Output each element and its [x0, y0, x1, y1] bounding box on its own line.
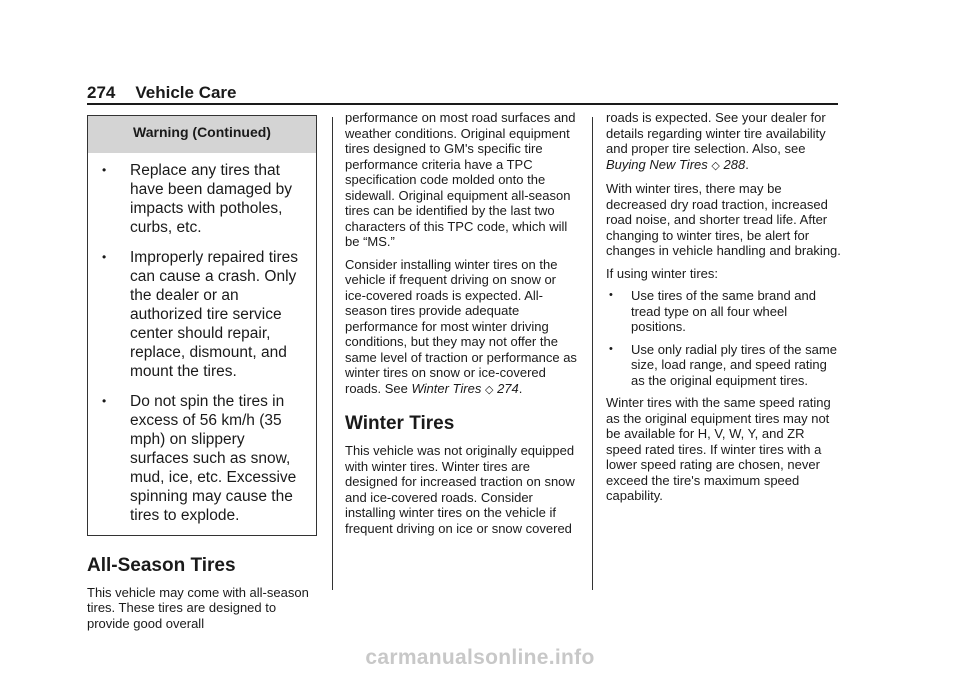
list-item [606, 288, 842, 335]
warning-list [88, 153, 316, 535]
winter-paragraph-4: Winter tires with the same speed rating as the original equipment tires may not be available for H, V, W, Y, and ZR speed rated tires. If winter tires with a lower speed rating are chosen, never exceed the tire's maximum speed capability. [606, 395, 831, 503]
page-reference-number[interactable]: 274 [497, 380, 519, 396]
paragraph-end: . [518, 380, 523, 396]
page-title: Vehicle Care [135, 83, 237, 102]
winter-paragraph-2: With winter tires, there may be decreased dry road traction, increased road noise, and shorter tread life. After changing to winter tires, be alert for changes in vehicle handling and braking. [606, 181, 841, 258]
winter-tires-link[interactable]: Winter Tires [411, 380, 482, 396]
page-reference-icon: ◇ [484, 383, 494, 396]
warning-item [100, 392, 306, 525]
bullet-icon: • [609, 342, 613, 355]
winter-paragraph-continued [606, 110, 842, 174]
column-1 [87, 112, 319, 638]
winter-paragraph-3: If using winter tires: [606, 265, 718, 281]
page-header [87, 83, 837, 103]
list-item-text: Use only radial ply tires of the same size, load range, and speed rating as the original equipment tires. [631, 341, 837, 388]
warning-title: Warning (Continued) [88, 116, 316, 153]
page-number: 274 [87, 83, 116, 102]
column-divider [592, 117, 593, 590]
warning-item [100, 248, 306, 381]
all-season-paragraph-continued: performance on most road surfaces and weather conditions. Original equipment tires designed to GM's specific tire performance criteria have a TPC specification code molded onto the sidewall. Original equipment all-season tires can be identified by the last two characters of this TPC code, which will be “MS.” [345, 110, 576, 249]
warning-item [100, 161, 306, 237]
column-divider [332, 117, 333, 590]
page-reference-number[interactable]: 288 [723, 156, 746, 172]
bullet-icon: • [102, 162, 107, 177]
paragraph-text: Consider installing winter tires on the vehicle if frequent driving on snow or ice-covered roads is expected. All-season tires provide adequate performance for most winter driving conditions, but they may not offer the same level of traction or performance as winter tires on snow or ice-covered roads. See [345, 256, 577, 396]
warning-box [87, 115, 317, 536]
column-2 [345, 110, 577, 543]
paragraph-end: . [745, 156, 749, 172]
paragraph-text: roads is expected. See your dealer for details regarding winter tire availability and proper tire selection. Also, see [606, 110, 826, 156]
warning-item-text: Do not spin the tires in excess of 56 km/h (35 mph) on slippery surfaces such as snow, mud, ice, etc. Excessive spinning may cause the tires to explode. [130, 392, 297, 524]
column-3 [606, 110, 842, 511]
page-reference-icon: ◇ [711, 159, 720, 172]
header-rule [87, 103, 838, 105]
bullet-icon: • [609, 289, 613, 301]
watermark: carmanualsonline.info [365, 646, 595, 669]
list-item-text: Use tires of the same brand and tread type on all four wheel positions. [631, 288, 816, 334]
all-season-heading: All-Season Tires [87, 554, 236, 576]
all-season-winter-paragraph [345, 257, 577, 399]
winter-bullet-list [606, 288, 842, 388]
winter-paragraph: This vehicle was not originally equipped with winter tires. Winter tires are designed for increased traction on snow and ice-covered roads. Consider installing winter tires on the vehicle if frequent driving on ice or snow covered [345, 443, 575, 536]
all-season-paragraph: This vehicle may come with all-season tires. These tires are designed to provide good overall [87, 584, 309, 631]
bullet-icon: • [102, 249, 107, 264]
buying-new-tires-link[interactable]: Buying New Tires [606, 156, 708, 172]
warning-item-text: Improperly repaired tires can cause a crash. Only the dealer or an authorized tire service center should repair, replace, dismount, and mount the tires. [130, 248, 298, 380]
list-item [606, 342, 842, 389]
winter-tires-heading: Winter Tires [345, 413, 455, 434]
warning-item-text: Replace any tires that have been damaged by impacts with potholes, curbs, etc. [130, 161, 293, 236]
bullet-icon: • [102, 393, 107, 408]
